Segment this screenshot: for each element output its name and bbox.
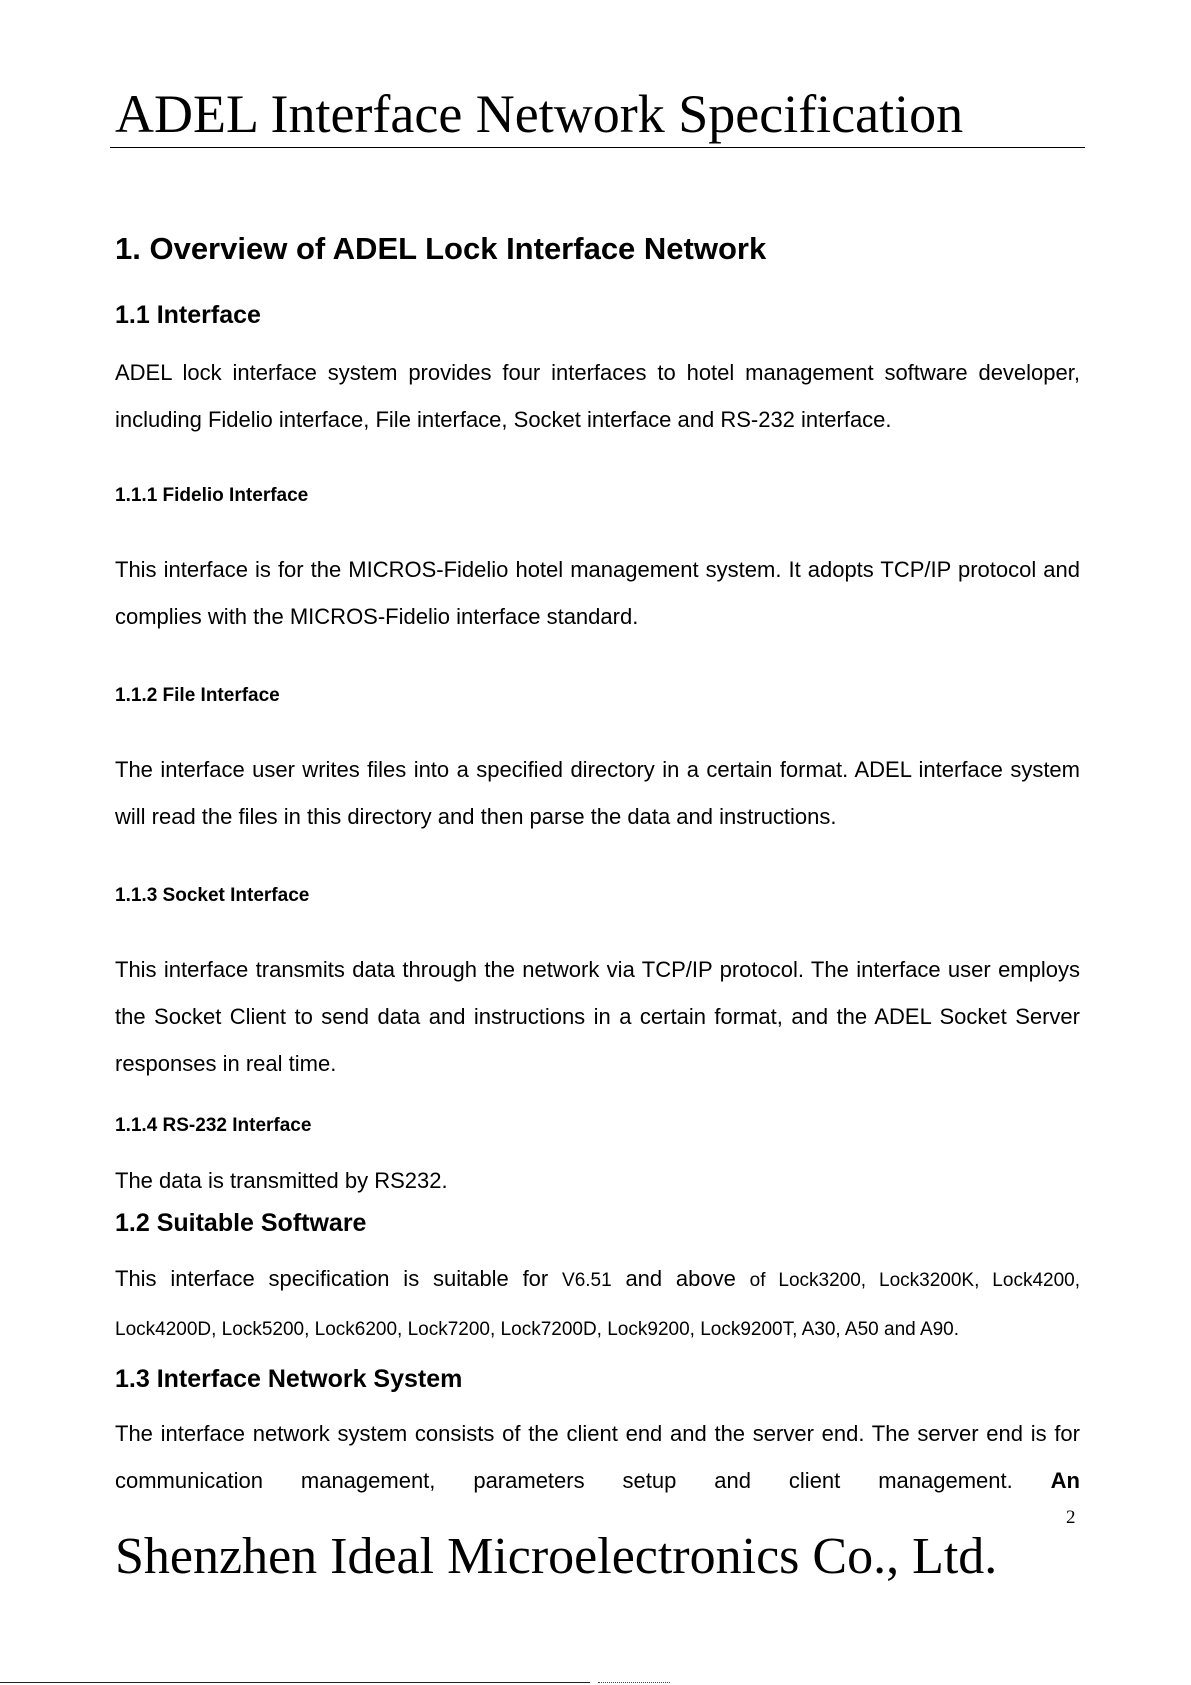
section-heading-1-1-2: 1.1.2 File Interface	[115, 685, 280, 706]
page-footer: Shenzhen Ideal Microelectronics Co., Ltd.	[115, 1528, 998, 1585]
section-1-2-paragraph	[115, 1255, 1080, 1353]
section-1-2-version: V6.51	[562, 1270, 612, 1291]
header-rule	[110, 147, 1085, 148]
section-1-1-3-paragraph: This interface transmits data through the network via TCP/IP protocol. The interface user employs the Socket Client to send data and instructions in a certain format, and the ADEL Socket Server responses in real time.	[115, 957, 1080, 1076]
section-1-3-bold-tail: An	[1050, 1468, 1080, 1493]
section-1-1-paragraph: ADEL lock interface system provides four interfaces to hotel management software developer, including Fidelio interface, File interface, Socket interface and RS-232 interface.	[115, 360, 1080, 432]
section-heading-1-1-1: 1.1.1 Fidelio Interface	[115, 485, 309, 506]
page-header: ADEL Interface Network Specification	[115, 84, 964, 144]
section-heading-1-1: 1.1 Interface	[115, 301, 261, 329]
section-1-1-2-paragraph: The interface user writes files into a specified directory in a certain format. ADEL interface system will read the files in this directory and then parse the data and instructions.	[115, 757, 1080, 829]
section-1-2-text-lead: This interface specification is suitable for	[115, 1266, 563, 1291]
section-heading-1-2: 1.2 Suitable Software	[115, 1209, 367, 1237]
section-1-2-models: of Lock3200, Lock3200K, Lock4200, Lock4200D, Lock5200, Lock6200, Lock7200, Lock7200D, Lock9200, Lock9200T, A30, A50 and A90.	[115, 1270, 1080, 1340]
section-heading-1-1-4: 1.1.4 RS-232 Interface	[115, 1115, 312, 1136]
section-heading-1: 1. Overview of ADEL Lock Interface Network	[115, 231, 767, 266]
bottom-rule-dotted	[598, 1682, 670, 1683]
section-heading-1-3: 1.3 Interface Network System	[115, 1365, 463, 1393]
bottom-rule	[0, 1682, 590, 1683]
section-heading-1-1-3: 1.1.3 Socket Interface	[115, 885, 310, 906]
section-1-3-text: The interface network system consists of the client end and the server end. The server end is for communication management, parameters setup and client management.	[115, 1421, 1080, 1493]
section-1-1-4-paragraph: The data is transmitted by RS232.	[115, 1168, 448, 1193]
section-1-1-1-paragraph: This interface is for the MICROS-Fidelio hotel management system. It adopts TCP/IP protocol and complies with the MICROS-Fidelio interface standard.	[115, 557, 1080, 629]
section-1-2-text-mid: and above	[611, 1266, 750, 1291]
page-number: 2	[1066, 1507, 1076, 1528]
